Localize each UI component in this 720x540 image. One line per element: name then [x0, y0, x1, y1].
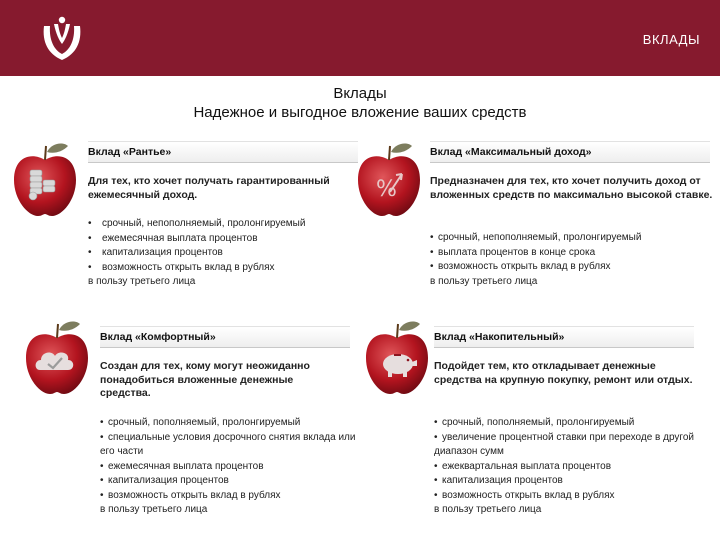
apple-cloud-check-icon: [20, 318, 94, 398]
deposit-name: Вклад «Комфортный»: [100, 326, 350, 348]
feature-item: • увеличение процентной ставки при переходе в другой диапазон сумм: [434, 431, 706, 460]
page-subtitle: Надежное и выгодное вложение ваших средств: [193, 104, 527, 121]
feature-item: • капитализация процентов: [100, 474, 360, 489]
feature-item: • специальные условия досрочного снятия вклада или его части: [100, 431, 360, 460]
feature-item: • ежеквартальная выплата процентов: [434, 460, 706, 475]
feature-item: • капитализация процентов: [88, 246, 358, 261]
feature-item: • капитализация процентов: [434, 474, 706, 489]
page-title-line1: Вклады: [333, 85, 387, 102]
feature-footer: в пользу третьего лица: [88, 276, 196, 287]
apple-percent-icon: [352, 140, 426, 220]
feature-item: • ежемесячная выплата процентов: [88, 232, 358, 247]
deposit-description: Для тех, кто хочет получать гарантированный ежемесячный доход.: [88, 175, 330, 201]
feature-item: • возможность открыть вклад в рублях: [100, 489, 360, 504]
feature-item: • срочный, пополняемый, пролонгируемый: [100, 416, 360, 431]
feature-list: [430, 231, 715, 289]
feature-footer: в пользу третьего лица: [100, 504, 208, 515]
feature-list: [434, 416, 706, 518]
page-title: [0, 84, 720, 122]
deposit-name: Вклад «Рантье»: [88, 141, 358, 163]
feature-item: • возможность открыть вклад в рублях: [434, 489, 706, 504]
feature-item: • выплата процентов в конце срока: [430, 246, 715, 261]
deposit-description: Подойдет тем, кто откладывает денежные средства на крупную покупку, ремонт или отдых.: [434, 360, 693, 386]
header-bar: [0, 0, 720, 76]
feature-item: • срочный, непополняемый, пролонгируемый: [88, 217, 358, 232]
feature-item: • срочный, пополняемый, пролонгируемый: [434, 416, 706, 431]
feature-list: [88, 217, 358, 290]
bank-logo-icon: [40, 14, 84, 62]
feature-footer: в пользу третьего лица: [434, 504, 542, 515]
deposit-name: Вклад «Максимальный доход»: [430, 141, 710, 163]
feature-list: [100, 416, 360, 518]
feature-item: • срочный, непополняемый, пролонгируемый: [430, 231, 715, 246]
feature-item: • ежемесячная выплата процентов: [100, 460, 360, 475]
deposit-description: Предназначен для тех, кто хочет получить доход от вложенных средств по максимально высокой ставке.: [430, 175, 713, 201]
feature-item: • возможность открыть вклад в рублях: [430, 260, 715, 275]
apple-coins-icon: [8, 140, 82, 220]
feature-footer: в пользу третьего лица: [430, 275, 538, 287]
deposit-name: Вклад «Накопительный»: [434, 326, 694, 348]
section-label: ВКЛАДЫ: [642, 32, 700, 47]
svg-text:%: %: [376, 177, 397, 202]
deposit-description: Создан для тех, кому могут неожиданно понадобиться вложенные денежные средства.: [100, 360, 310, 399]
feature-item: • возможность открыть вклад в рублях: [88, 261, 358, 276]
apple-piggy-bank-icon: [360, 318, 434, 398]
